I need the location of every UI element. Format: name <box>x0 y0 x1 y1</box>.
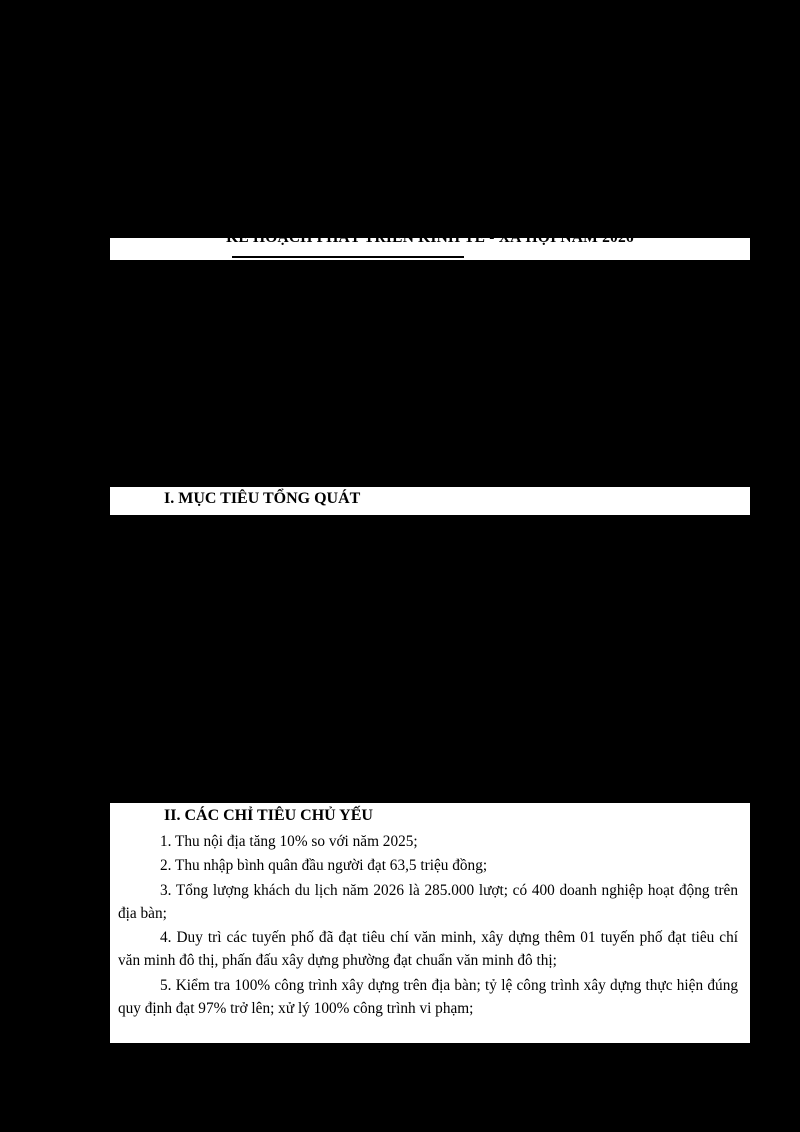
list-item: 1. Thu nội địa tăng 10% so với năm 2025; <box>160 833 418 850</box>
section-1-title: I. MỤC TIÊU TỔNG QUÁT <box>164 490 361 507</box>
document-heading-text: KẾ HOẠCH PHÁT TRIỂN KINH TẾ - XÃ HỘI NĂM 2026 <box>226 229 634 246</box>
list-item: 2. Thu nhập bình quân đầu người đạt 63,5 triệu đồng; <box>160 857 488 875</box>
heading-underline <box>232 256 464 258</box>
section-cac-chi-tieu-chu-yeu <box>110 803 750 1043</box>
indicator-list <box>110 830 750 1020</box>
list-item: 3. Tổng lượng khách du lịch năm 2026 là 285.000 lượt; có 400 doanh nghiệp hoạt động trên địa bàn; <box>118 881 738 922</box>
list-item: 5. Kiểm tra 100% công trình xây dựng trên địa bàn; tỷ lệ công trình xây dựng thực hiện đúng quy định đạt 97% trở lên; xử lý 100% công trình vi phạm; <box>118 976 738 1017</box>
section-muc-tieu-tong-quat <box>110 487 750 515</box>
list-item: 4. Duy trì các tuyến phố đã đạt tiêu chí văn minh, xây dựng thêm 01 tuyến phố đạt tiêu chí văn minh đô thị, phấn đấu xây dựng phường đạt chuẩn văn minh đô thị; <box>118 929 738 970</box>
section-2-title: II. CÁC CHỈ TIÊU CHỦ YẾU <box>164 807 373 824</box>
